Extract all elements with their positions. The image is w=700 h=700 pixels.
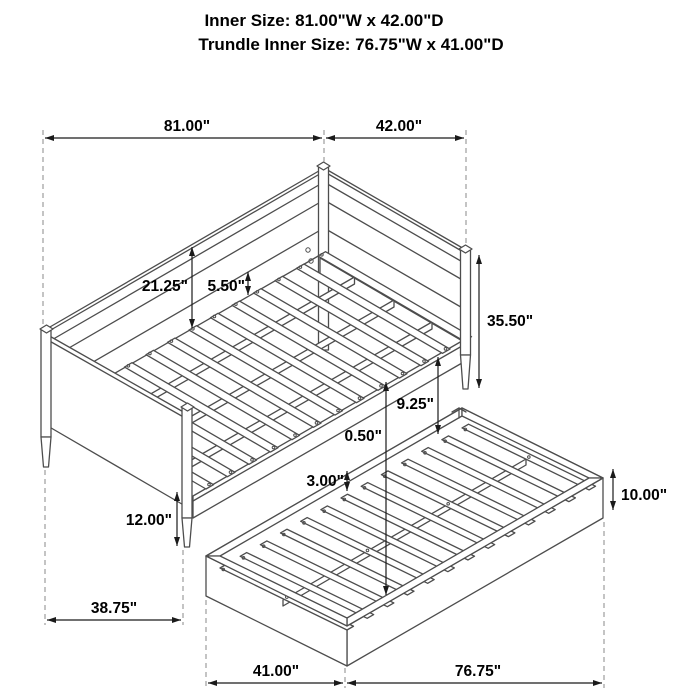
daybed-right-post [459,245,472,389]
dim-trundle-rail-to-slats [306,471,347,491]
dim-trundle-height [613,469,667,510]
dim-label-back-rail-to-slats: 21.25" [141,278,188,295]
daybed-left-back-post [40,325,53,467]
dim-label-bed-depth-top: 42.00" [375,118,423,135]
dim-bed-depth-top [326,118,464,138]
dim-trundle-width [347,663,602,683]
dim-label-trundle-width: 76.75" [454,663,502,680]
dim-label-slat-to-trundle-gap: 0.50" [344,428,382,445]
dim-label-leg-height: 12.00" [125,512,172,529]
dim-base-depth [47,600,181,620]
dim-label-base-depth: 38.75" [90,600,138,617]
title-inner-size: Inner Size: 81.00"W x 42.00"D [204,11,444,30]
dim-label-trundle-depth: 41.00" [252,663,300,680]
dim-label-bed-width: 81.00" [163,118,211,135]
dim-leg-height [126,492,177,546]
title-trundle-inner-size: Trundle Inner Size: 76.75"W x 41.00"D [198,35,504,54]
dim-label-overall-height: 35.50" [487,313,534,330]
dim-bed-width [45,118,322,138]
daybed-front-left-leg [181,403,194,547]
dim-trundle-depth [208,663,343,683]
dim-label-trundle-rail-to-slats: 3.00" [306,473,344,490]
dim-overall-height [479,255,533,388]
dim-label-under-bed-clearance: 9.25" [396,396,434,413]
dim-label-trundle-height: 10.00" [621,487,668,504]
dim-label-side-rail-height: 5.50" [207,278,245,295]
diagram-title [198,11,503,54]
